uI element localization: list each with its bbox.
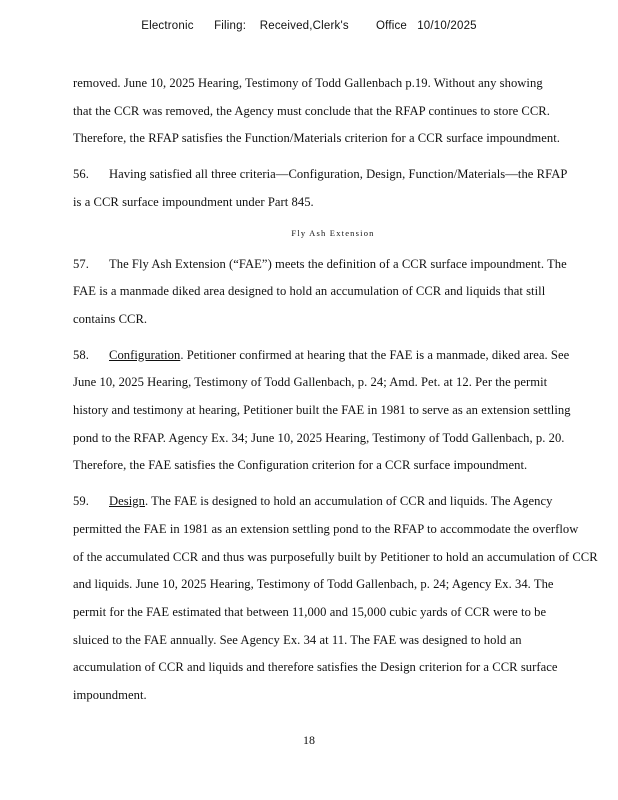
page-number: 18	[303, 733, 315, 747]
paragraph-59	[73, 488, 598, 710]
electronic-filing-header: Electronic Filing: Received,Clerk's Office 10/10/2025	[141, 20, 477, 32]
text-line: contains CCR.	[73, 311, 148, 326]
text-line: that the CCR was removed, the Agency must conclude that the RFAP continues to store CCR.	[73, 103, 550, 118]
document-body	[73, 70, 598, 710]
paragraph-number: 56.	[73, 167, 89, 182]
text-line: sluiced to the FAE annually. See Agency Ex. 34 at 11. The FAE was designed to hold an	[73, 632, 522, 647]
text-line: . Petitioner confirmed at hearing that the FAE is a manmade, diked area. See	[180, 347, 570, 362]
text-line: accumulation of CCR and liquids and therefore satisfies the Design criterion for a CCR surface	[73, 660, 558, 675]
text-line: of the accumulated CCR and thus was purposefully built by Petitioner to hold an accumulation of CCR	[73, 549, 598, 564]
text-line: is a CCR surface impoundment under Part 845.	[73, 194, 314, 209]
section-heading: Fly Ash Extension	[291, 227, 375, 238]
carry-over-paragraph	[73, 70, 593, 153]
paragraph-56	[73, 161, 593, 216]
text-line: FAE is a manmade diked area designed to hold an accumulation of CCR and liquids that still	[73, 284, 546, 299]
text-line: Therefore, the FAE satisfies the Configuration criterion for a CCR surface impoundment.	[73, 458, 528, 473]
paragraph-57	[73, 251, 593, 334]
text-line: removed. June 10, 2025 Hearing, Testimony of Todd Gallenbach p.19. Without any showing	[73, 76, 543, 90]
text-line: Having satisfied all three criteria—Configuration, Design, Function/Materials—the RFAP	[109, 167, 568, 182]
paragraph-58	[73, 342, 593, 481]
paragraph-number: 59.	[73, 494, 89, 509]
text-line: history and testimony at hearing, Petitioner built the FAE in 1981 to serve as an extension settling	[73, 403, 571, 418]
paragraph-heading: Design	[109, 494, 145, 509]
paragraph-number: 57.	[73, 256, 89, 271]
text-line: permit for the FAE estimated that between 11,000 and 15,000 cubic yards of CCR were to be	[73, 604, 547, 619]
text-line: and liquids. June 10, 2025 Hearing, Testimony of Todd Gallenbach, p. 24; Agency Ex. 34. The	[73, 577, 554, 592]
text-line: The Fly Ash Extension (“FAE”) meets the definition of a CCR surface impoundment. The	[109, 256, 567, 271]
paragraph-heading: Configuration	[109, 347, 181, 362]
text-line: permitted the FAE in 1981 as an extension settling pond to the RFAP to accommodate the overflow	[73, 521, 579, 536]
paragraph-number: 58.	[73, 347, 89, 362]
text-line: Therefore, the RFAP satisfies the Function/Materials criterion for a CCR surface impoundment.	[73, 131, 560, 146]
text-line: impoundment.	[73, 688, 147, 703]
text-line: . The FAE is designed to hold an accumulation of CCR and liquids. The Agency	[144, 494, 553, 509]
text-line: pond to the RFAP. Agency Ex. 34; June 10, 2025 Hearing, Testimony of Todd Gallenbach, p. 20.	[73, 430, 565, 445]
text-line: June 10, 2025 Hearing, Testimony of Todd Gallenbach, p. 24; Amd. Pet. at 12. Per the permit	[73, 375, 548, 390]
